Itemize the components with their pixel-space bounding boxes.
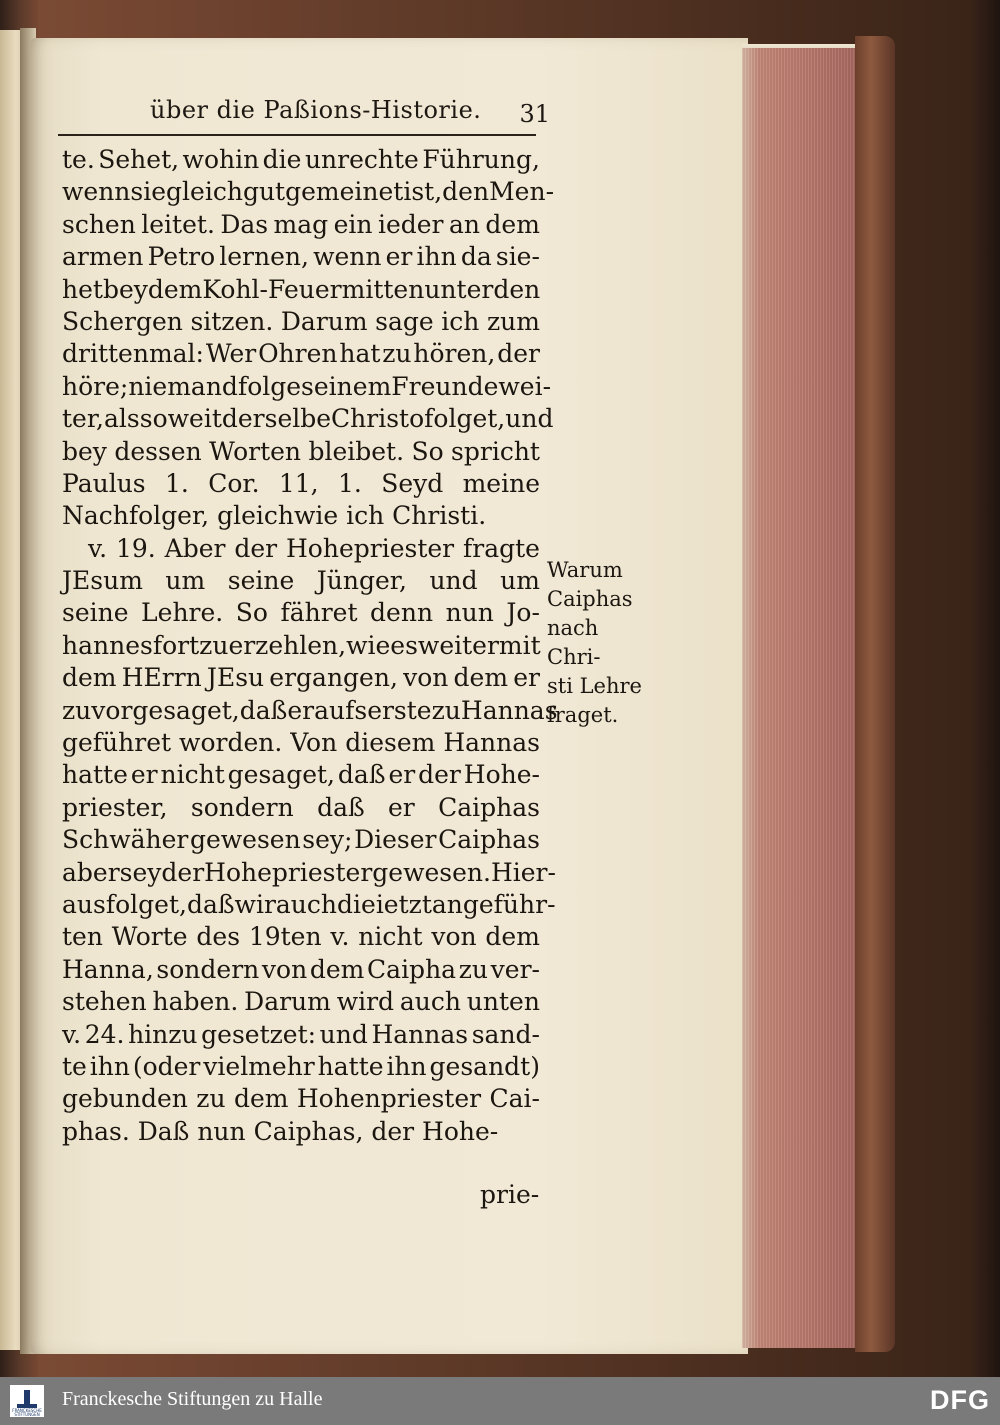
text-line: drittenmal: Wer Ohren hat zu hören, der	[62, 339, 540, 369]
text-line: dem HErrn JEsu ergangen, von dem er	[62, 663, 540, 693]
catchword: prie-	[480, 1180, 540, 1209]
text-line: aber sey der Hohepriester gewesen. Hier-	[62, 857, 556, 887]
dfg-logo[interactable]: DFG	[930, 1385, 990, 1415]
text-line: Schwäher gewesen sey; Dieser Caiphas	[62, 825, 540, 855]
text-line: Hanna, sondern von dem Caipha zu ver-	[62, 954, 540, 984]
page-number: 31	[519, 100, 550, 128]
page-edges	[742, 48, 860, 1348]
text-line: armen Petro lernen, wenn er ihn da sie-	[62, 242, 540, 272]
margin-note-line: Caiphas	[547, 587, 633, 611]
text-line: Schergen sitzen. Darum sage ich zum	[62, 306, 540, 336]
text-line: hatte er nicht gesaget, daß er der Hohe-	[62, 760, 540, 790]
text-line: höre; niemand folge seinem Freunde wei-	[62, 371, 552, 401]
text-line: te. Sehet, wohin die unrechte Führung,	[62, 145, 540, 174]
header-rule	[58, 134, 536, 136]
margin-note-line: nach Chri-	[547, 616, 601, 669]
text-line: ten Worte des 19ten v. nicht von dem	[62, 922, 540, 952]
text-line: bey dessen Worten bleibet. So spricht	[62, 436, 540, 466]
text-line: gebunden zu dem Hohenpriester Cai-	[62, 1084, 540, 1114]
text-line: te ihn (oder vielmehr hatte ihn gesandt)	[62, 1051, 540, 1081]
text-line: aus folget, daß wir auch die ietzt angeführ-	[62, 889, 556, 919]
book-cover	[855, 36, 895, 1352]
text-line: stehen haben. Darum wird auch unten	[62, 987, 540, 1017]
text-line: priester, sondern daß er Caiphas	[62, 792, 540, 822]
institution-name: Franckesche Stiftungen zu Halle	[62, 1388, 323, 1410]
text-line: schen leitet. Das mag ein ieder an dem	[62, 209, 540, 239]
body-text	[62, 144, 558, 1148]
text-line: phas. Daß nun Caiphas, der Hohe-	[62, 1116, 499, 1146]
text-line: Nachfolger, gleichwie ich Christi.	[62, 501, 487, 531]
text-line: v. 19. Aber der Hohepriester fragte	[88, 533, 540, 563]
margin-note-line: Warum	[547, 558, 623, 582]
text-line: het bey dem Kohl-Feuer mitten unter den	[62, 274, 541, 304]
text-line: Paulus 1. Cor. 11, 1. Seyd meine	[62, 468, 540, 498]
text-line: JEsum um seine Jünger, und um	[62, 566, 540, 596]
text-line: geführet worden. Von diesem Hannas	[62, 728, 540, 758]
text-line: seine Lehre. So fähret denn nun Jo-	[62, 598, 540, 628]
text-line: ter, als so weit derselbe Christo folget, und	[62, 404, 554, 434]
text-line: v. 24. hinzu gesetzet: und Hannas sand-	[62, 1019, 540, 1049]
running-title: über die Paßions-Historie.	[150, 96, 482, 124]
page-header	[60, 96, 550, 130]
text-line: zuvor gesaget, daß er aufs erste zu Hannas	[62, 695, 558, 725]
margin-note	[547, 556, 657, 730]
text-line: wenn sie gleich gut gemeinet ist, den Men-	[62, 177, 555, 207]
francke-logo-icon[interactable]: FRANCKESCHE STIFTUNGEN	[10, 1385, 44, 1417]
text-line: hannes fort zu erzehlen, wie es weiter mit	[62, 630, 541, 660]
viewer-footer	[0, 1377, 1000, 1425]
margin-note-line: sti Lehre	[547, 674, 642, 698]
margin-note-line: fraget.	[547, 703, 619, 727]
